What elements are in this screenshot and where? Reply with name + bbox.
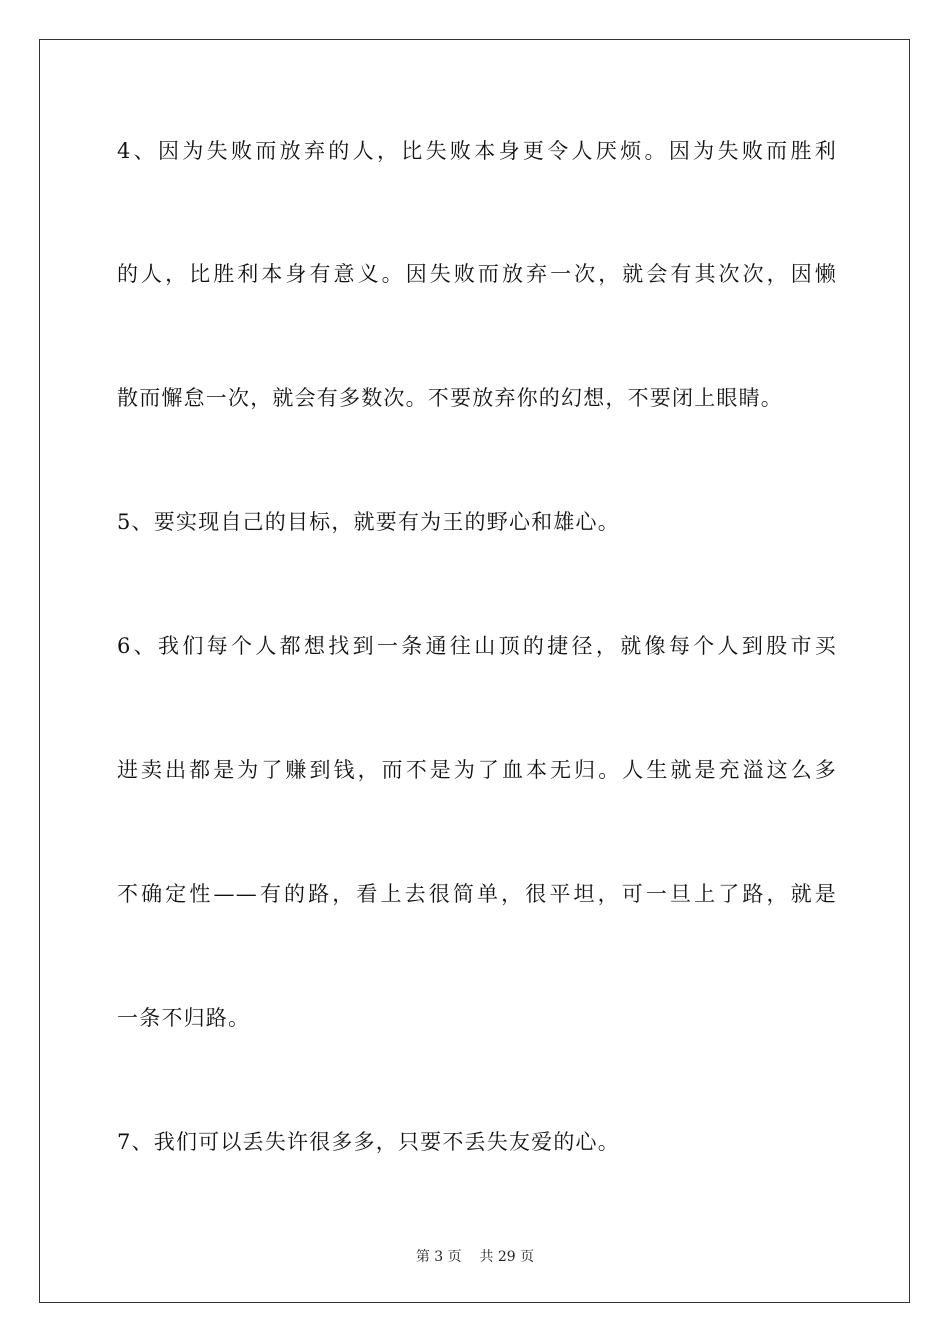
page-total: 共 29 页 (479, 1249, 535, 1265)
paragraph-line: 散而懈怠一次，就会有多数次。不要放弃你的幻想，不要闭上眼睛。 (117, 386, 783, 410)
paragraph-line: 5、要实现自己的目标，就要有为王的野心和雄心。 (117, 510, 620, 534)
paragraph-line: 不确定性——有的路，看上去很简单，很平坦，可一旦上了路，就是 (117, 882, 837, 906)
paragraph-line: 7、我们可以丢失许很多多，只要不丢失友爱的心。 (117, 1130, 620, 1154)
page-footer (0, 1246, 950, 1266)
paragraph-line: 的人，比胜利本身有意义。因失败而放弃一次，就会有其次次，因懒 (117, 262, 837, 286)
paragraph-line: 6、我们每个人都想找到一条通往山顶的捷径，就像每个人到股市买 (117, 634, 837, 658)
paragraph-line: 一条不归路。 (117, 1006, 251, 1030)
page-number: 第 3 页 (415, 1249, 462, 1265)
page-border (39, 39, 910, 1303)
paragraph-line: 进卖出都是为了赚到钱，而不是为了血本无归。人生就是充溢这么多 (117, 758, 837, 782)
paragraph-line: 4、因为失败而放弃的人，比失败本身更令人厌烦。因为失败而胜利 (117, 139, 837, 163)
